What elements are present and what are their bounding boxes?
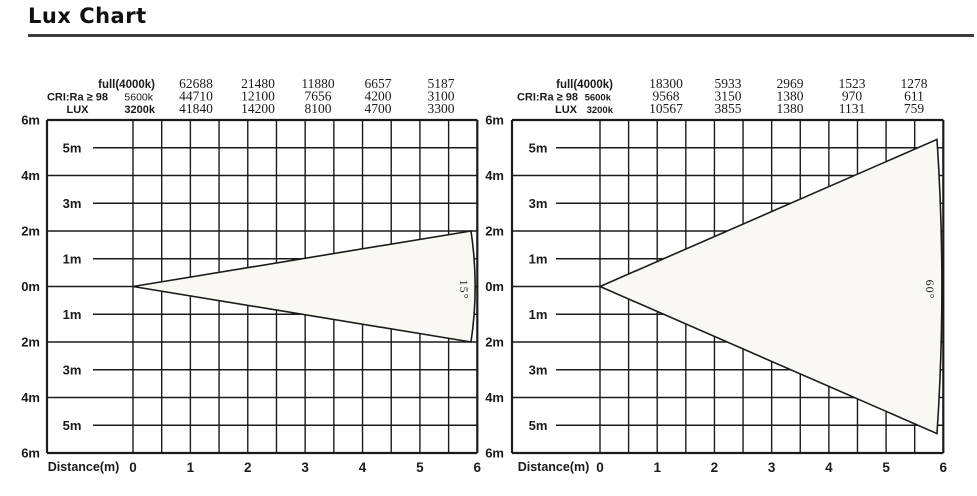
y-axis-label-major: 4m	[485, 390, 504, 405]
color-temp-label: 3200k	[124, 104, 155, 116]
lux-value: 1131	[838, 101, 866, 116]
y-axis-label-major: 4m	[21, 168, 40, 183]
lux-value: 1380	[776, 88, 804, 104]
lux-value: 5187	[427, 76, 455, 91]
lux-value: 18300	[649, 76, 683, 91]
lux-value: 10567	[649, 101, 683, 116]
x-tick-label: 1	[186, 460, 195, 475]
lux-value: 12100	[241, 88, 275, 104]
x-tick-label: 0	[596, 460, 604, 475]
distance-axis-label: Distance(m)	[47, 460, 120, 474]
x-tick-label: 4	[825, 460, 833, 475]
y-axis-label-major: 6m	[485, 112, 504, 128]
lux-value: 2969	[776, 76, 804, 91]
x-tick-label: 5	[882, 460, 890, 475]
x-tick-label: 1	[653, 460, 661, 475]
color-temp-label: full(4000k)	[98, 79, 155, 91]
y-axis-label-major: 2m	[485, 334, 504, 350]
x-tick-label: 6	[939, 460, 948, 475]
lux-value: 4200	[364, 88, 392, 104]
y-axis-label-minor: 3m	[528, 195, 548, 211]
beam-cone	[133, 231, 475, 342]
x-tick-label: 2	[710, 460, 719, 475]
x-tick-label: 0	[129, 460, 137, 475]
y-axis-label-minor: 5m	[528, 417, 548, 433]
lux-chart-60deg	[485, 76, 947, 475]
x-tick-label: 3	[301, 460, 309, 475]
y-axis-label-minor: 5m	[62, 140, 82, 156]
lux-value: 611	[904, 88, 924, 104]
y-axis-label-minor: 5m	[528, 140, 548, 156]
lux-label: LUX	[555, 104, 577, 116]
y-axis-label-minor: 3m	[62, 195, 82, 211]
y-axis-label-major: 4m	[485, 168, 504, 183]
y-axis-label-major: 6m	[485, 445, 504, 461]
lux-value: 1523	[838, 76, 866, 91]
x-tick-label: 6	[473, 460, 482, 475]
y-axis-label-minor: 3m	[528, 362, 548, 378]
lux-value: 3150	[714, 88, 742, 104]
y-axis-label-minor: 1m	[528, 251, 548, 267]
lux-value: 11880	[301, 76, 335, 91]
y-axis-label-minor: 1m	[62, 251, 82, 267]
color-temp-label: 5600k	[584, 92, 611, 104]
lux-value: 3855	[714, 101, 742, 116]
color-temp-label: full(4000k)	[556, 79, 613, 91]
x-tick-label: 4	[358, 460, 367, 475]
color-temp-label: 5600k	[124, 91, 153, 104]
lux-value: 1380	[776, 101, 804, 116]
y-axis-label-major: 0m	[21, 279, 40, 294]
lux-value: 44710	[179, 88, 213, 104]
y-axis-label-major: 2m	[485, 223, 504, 239]
lux-chart-15deg	[21, 76, 481, 475]
lux-value: 4700	[364, 101, 392, 116]
cri-label: CRI:Ra ≥ 98	[46, 91, 108, 104]
y-axis-label-major: 2m	[21, 334, 40, 350]
lux-value: 41840	[179, 101, 213, 116]
y-axis-label-minor: 1m	[62, 306, 82, 322]
y-axis-label-minor: 5m	[62, 417, 82, 433]
y-axis-label-major: 4m	[21, 390, 40, 405]
x-tick-label: 2	[244, 460, 252, 475]
distance-axis-label: Distance(m)	[517, 460, 590, 474]
lux-value: 759	[903, 101, 925, 116]
y-axis-label-minor: 1m	[528, 306, 548, 322]
y-axis-label-major: 0m	[485, 279, 504, 294]
lux-value: 9568	[652, 88, 680, 104]
lux-value: 7656	[304, 88, 332, 104]
lux-value: 6657	[364, 76, 392, 91]
y-axis-label-major: 2m	[21, 223, 40, 239]
lux-value: 8100	[304, 101, 332, 116]
cri-label: CRI:Ra ≥ 98	[516, 91, 578, 104]
lux-value: 62688	[179, 76, 213, 91]
lux-label: LUX	[66, 104, 89, 116]
x-tick-label: 5	[416, 460, 424, 475]
lux-value: 3100	[427, 88, 455, 104]
lux-value: 14200	[241, 101, 275, 116]
color-temp-label: 3200k	[586, 105, 613, 116]
lux-value: 5933	[714, 76, 742, 91]
beam-angle-label: 60°	[922, 279, 937, 300]
page-title: Lux Chart	[28, 4, 147, 28]
y-axis-label-major: 6m	[21, 445, 40, 461]
y-axis-label-minor: 3m	[62, 362, 82, 378]
lux-value: 1278	[900, 76, 928, 91]
lux-value: 3300	[427, 101, 455, 116]
lux-value: 970	[841, 88, 863, 104]
lux-value: 21480	[241, 76, 275, 91]
beam-angle-label: 15°	[456, 279, 471, 300]
x-tick-label: 3	[767, 460, 776, 475]
y-axis-label-major: 6m	[21, 112, 40, 128]
